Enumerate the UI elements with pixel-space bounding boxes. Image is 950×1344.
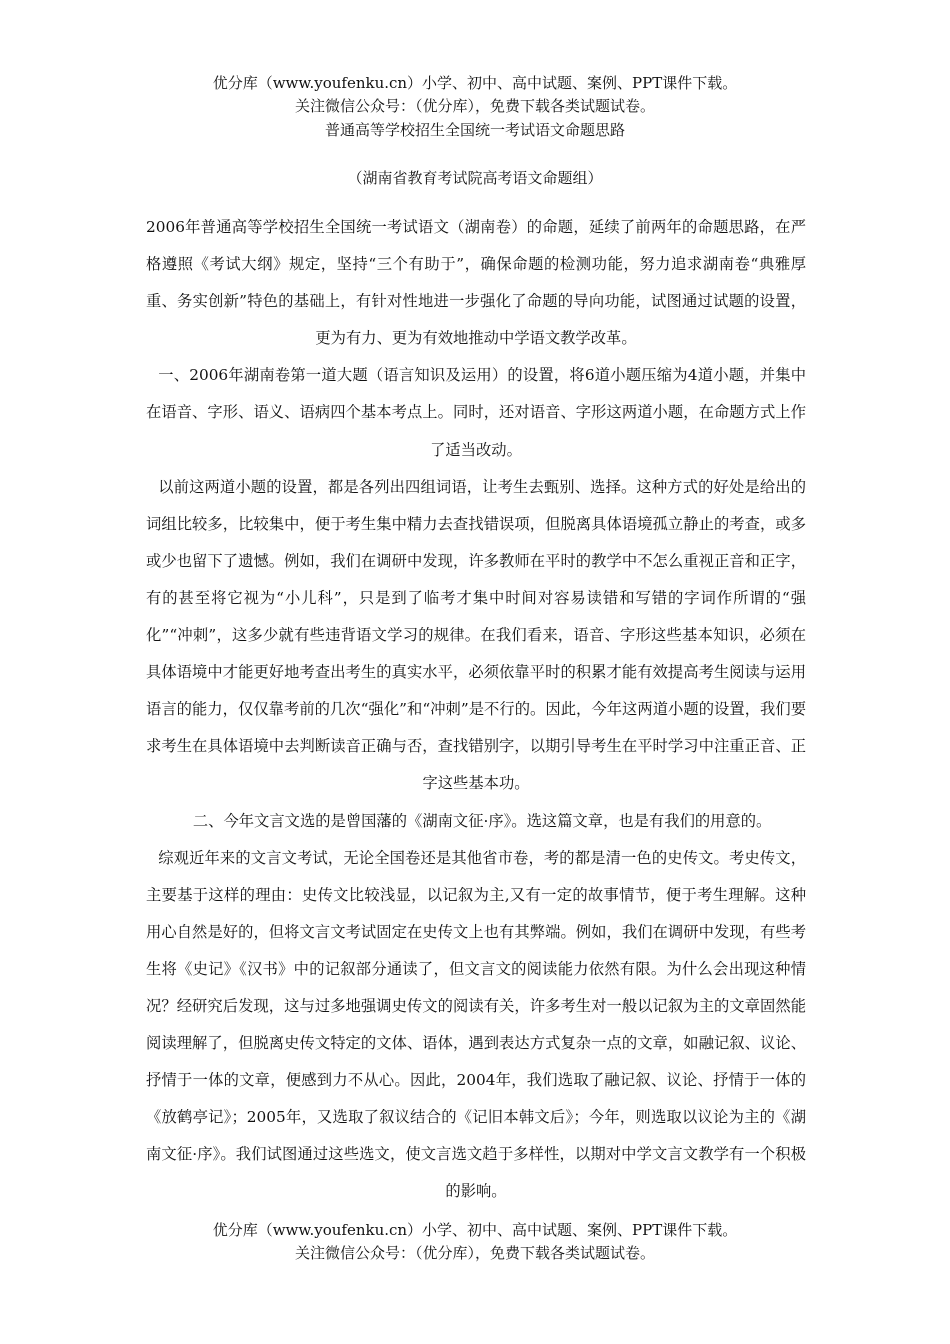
document-body xyxy=(146,209,806,1211)
paragraph-section-1: 一、2006年湖南卷第一道大题（语言知识及运用）的设置，将6道小题压缩为4道小题，并集中在语音、字形、语义、语病四个基本考点上。同时，还对语音、字形这两道小题，在命题方式上作了适当改动。 xyxy=(146,366,806,459)
page-header xyxy=(0,72,950,118)
paragraph-section-2: 二、今年文言文选的是曾国藩的《湖南文征·序》。选这篇文章，也是有我们的用意的。 xyxy=(192,811,772,830)
paragraph-section-2-detail: 综观近年来的文言文考试，无论全国卷还是其他省市卷，考的都是清一色的史传文。考史传文，主要基于这样的理由：史传文比较浅显，以记叙为主,又有一定的故事情节，便于考生理解。这种用心自然是好的，但将文言文考试固定在史传文上也有其弊端。例如，我们在调研中发现，有些考生将《史记》《汉书》中的记叙部分通读了，但文言文的阅读能力依然有限。为什么会出现这种情况？经研究后发现，这与过多地强调史传文的阅读有关，许多考生对一般以记叙为主的文章固然能阅读理解了，但脱离史传文特定的文体、语体，遇到表达方式复杂一点的文章，如融记叙、议论、抒情于一体的文章，便感到力不从心。因此，2004年，我们选取了融记叙、议论、抒情于一体的《放鹤亭记》；2005年，又选取了叙议结合的《记旧本韩文后》；今年，则选取以议论为主的《湖南文征·序》。我们试图通过这些选文，使文言选文趋于多样性，以期对中学文言文教学有一个积极的影响。 xyxy=(146,848,806,1201)
page-footer xyxy=(0,1219,950,1265)
document-author: （湖南省教育考试院高考语文命题组） xyxy=(347,169,603,187)
footer-line-2: 关注微信公众号：（优分库），免费下载各类试题试卷。 xyxy=(294,1244,655,1262)
header-line-1: 优分库（www.youfenku.cn）小学、初中、高中试题、案例、PPT课件下载。 xyxy=(212,74,738,92)
document-title: 普通高等学校招生全国统一考试语文命题思路 xyxy=(324,121,625,139)
footer-line-1: 优分库（www.youfenku.cn）小学、初中、高中试题、案例、PPT课件下载。 xyxy=(212,1221,738,1239)
header-line-2: 关注微信公众号：（优分库），免费下载各类试题试卷。 xyxy=(294,97,655,115)
paragraph-intro: 2006年普通高等学校招生全国统一考试语文（湖南卷）的命题，延续了前两年的命题思路，在严格遵照《考试大纲》规定，坚持“三个有助于”，确保命题的检测功能，努力追求湖南卷“典雅厚重、务实创新”特色的基础上，有针对性地进一步强化了命题的导向功能，试图通过试题的设置，更为有力、更为有效地推动中学语文教学改革。 xyxy=(146,218,806,348)
paragraph-section-1-detail: 以前这两道小题的设置，都是各列出四组词语，让考生去甄别、选择。这种方式的好处是给出的词组比较多，比较集中，便于考生集中精力去查找错误项，但脱离具体语境孤立静止的考查，或多或少也留下了遗憾。例如，我们在调研中发现，许多教师在平时的教学中不怎么重视正音和正字，有的甚至将它视为“小儿科”，只是到了临考才集中时间对容易读错和写错的字词作所谓的“强化”“冲刺”，这多少就有些违背语文学习的规律。在我们看来，语音、字形这些基本知识，必须在具体语境中才能更好地考查出考生的真实水平，必须依靠平时的积累才能有效提高考生阅读与运用语言的能力，仅仅靠考前的几次“强化”和“冲刺”是不行的。因此，今年这两道小题的设置，我们要求考生在具体语境中去判断读音正确与否，查找错别字，以期引导考生在平时学习中注重正音、正字这些基本功。 xyxy=(146,477,806,793)
